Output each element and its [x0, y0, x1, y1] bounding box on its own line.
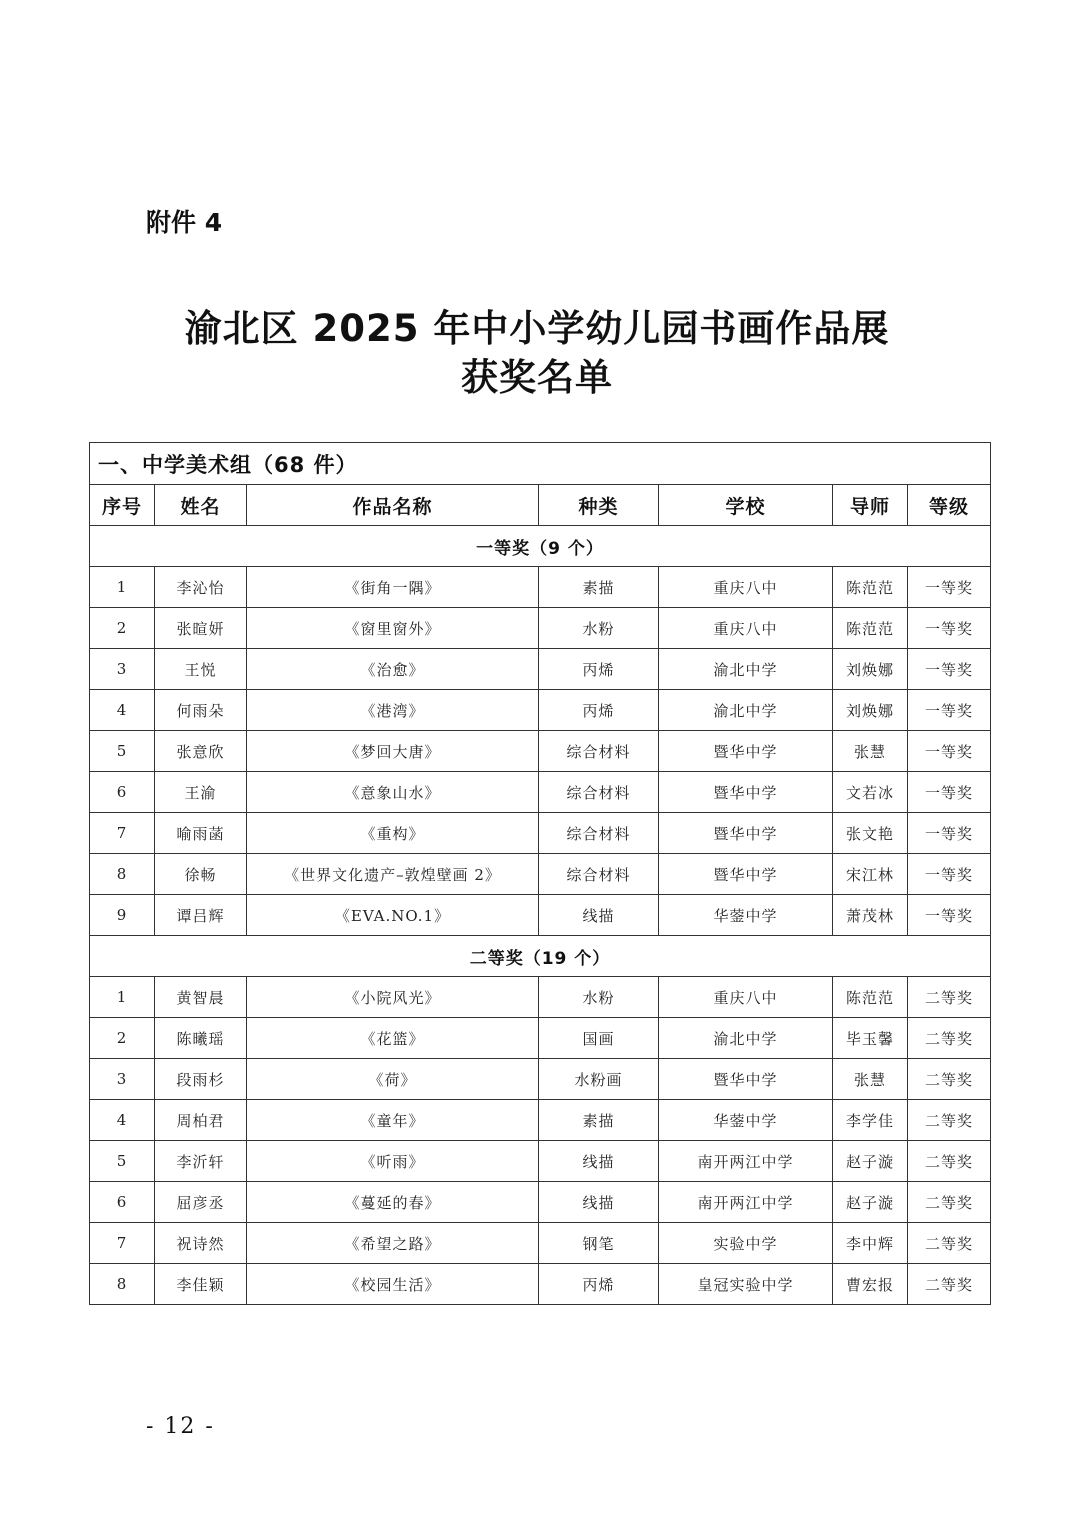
group-title-row	[90, 443, 991, 485]
header-category: 种类	[539, 485, 659, 526]
cell-work-title: 《重构》	[247, 813, 539, 854]
cell-tutor: 李学佳	[833, 1100, 908, 1141]
cell-category: 线描	[539, 895, 659, 936]
cell-name: 何雨朵	[155, 690, 247, 731]
cell-category: 钢笔	[539, 1223, 659, 1264]
cell-category: 素描	[539, 567, 659, 608]
cell-index: 8	[90, 854, 155, 895]
cell-level: 二等奖	[908, 1141, 991, 1182]
cell-level: 二等奖	[908, 1059, 991, 1100]
section-title-row	[90, 936, 991, 977]
table-header-row	[90, 485, 991, 526]
cell-category: 线描	[539, 1141, 659, 1182]
cell-index: 7	[90, 813, 155, 854]
cell-tutor: 宋江林	[833, 854, 908, 895]
table-row	[90, 731, 991, 772]
table-row	[90, 895, 991, 936]
cell-work-title: 《校园生活》	[247, 1264, 539, 1305]
cell-name: 李沁怡	[155, 567, 247, 608]
header-level: 等级	[908, 485, 991, 526]
cell-category: 丙烯	[539, 1264, 659, 1305]
cell-tutor: 萧茂林	[833, 895, 908, 936]
cell-school: 渝北中学	[659, 1018, 833, 1059]
cell-name: 李沂轩	[155, 1141, 247, 1182]
cell-level: 一等奖	[908, 813, 991, 854]
cell-tutor: 毕玉馨	[833, 1018, 908, 1059]
cell-category: 水粉画	[539, 1059, 659, 1100]
table-row	[90, 854, 991, 895]
table-row	[90, 608, 991, 649]
cell-level: 一等奖	[908, 854, 991, 895]
header-name: 姓名	[155, 485, 247, 526]
cell-level: 一等奖	[908, 772, 991, 813]
cell-school: 渝北中学	[659, 690, 833, 731]
cell-index: 7	[90, 1223, 155, 1264]
cell-level: 二等奖	[908, 1223, 991, 1264]
cell-school: 暨华中学	[659, 772, 833, 813]
cell-level: 一等奖	[908, 895, 991, 936]
cell-work-title: 《童年》	[247, 1100, 539, 1141]
attachment-label: 附件 4	[146, 208, 223, 237]
section-title: 二等奖（19 个）	[90, 936, 991, 977]
header-index: 序号	[90, 485, 155, 526]
cell-level: 二等奖	[908, 1182, 991, 1223]
cell-tutor: 张文艳	[833, 813, 908, 854]
cell-level: 二等奖	[908, 1264, 991, 1305]
cell-name: 王悦	[155, 649, 247, 690]
cell-name: 黄智晨	[155, 977, 247, 1018]
table-row	[90, 1018, 991, 1059]
cell-work-title: 《治愈》	[247, 649, 539, 690]
cell-category: 丙烯	[539, 690, 659, 731]
cell-work-title: 《荷》	[247, 1059, 539, 1100]
section-title-row	[90, 526, 991, 567]
page-number: - 12 -	[146, 1414, 215, 1439]
cell-name: 周柏君	[155, 1100, 247, 1141]
cell-school: 重庆八中	[659, 608, 833, 649]
cell-level: 二等奖	[908, 1100, 991, 1141]
header-work-title: 作品名称	[247, 485, 539, 526]
cell-name: 段雨杉	[155, 1059, 247, 1100]
cell-level: 二等奖	[908, 977, 991, 1018]
cell-level: 一等奖	[908, 690, 991, 731]
cell-work-title: 《街角一隅》	[247, 567, 539, 608]
cell-name: 李佳颖	[155, 1264, 247, 1305]
cell-level: 二等奖	[908, 1018, 991, 1059]
cell-school: 暨华中学	[659, 1059, 833, 1100]
cell-category: 综合材料	[539, 813, 659, 854]
cell-index: 3	[90, 649, 155, 690]
cell-work-title: 《花篮》	[247, 1018, 539, 1059]
cell-name: 谭吕辉	[155, 895, 247, 936]
cell-level: 一等奖	[908, 567, 991, 608]
cell-tutor: 陈范范	[833, 977, 908, 1018]
cell-tutor: 陈范范	[833, 567, 908, 608]
cell-name: 陈曦瑶	[155, 1018, 247, 1059]
table-row	[90, 1059, 991, 1100]
cell-tutor: 李中辉	[833, 1223, 908, 1264]
cell-work-title: 《港湾》	[247, 690, 539, 731]
cell-index: 2	[90, 1018, 155, 1059]
table-row	[90, 1100, 991, 1141]
table-row	[90, 649, 991, 690]
header-tutor: 导师	[833, 485, 908, 526]
table-row	[90, 1141, 991, 1182]
cell-index: 3	[90, 1059, 155, 1100]
table-row	[90, 1223, 991, 1264]
cell-index: 1	[90, 977, 155, 1018]
cell-school: 暨华中学	[659, 813, 833, 854]
cell-category: 丙烯	[539, 649, 659, 690]
cell-school: 暨华中学	[659, 854, 833, 895]
cell-work-title: 《希望之路》	[247, 1223, 539, 1264]
cell-name: 王渝	[155, 772, 247, 813]
cell-school: 重庆八中	[659, 977, 833, 1018]
cell-tutor: 赵子漩	[833, 1182, 908, 1223]
cell-level: 一等奖	[908, 649, 991, 690]
cell-work-title: 《小院风光》	[247, 977, 539, 1018]
cell-school: 暨华中学	[659, 731, 833, 772]
cell-school: 南开两江中学	[659, 1141, 833, 1182]
cell-name: 喻雨菡	[155, 813, 247, 854]
cell-school: 南开两江中学	[659, 1182, 833, 1223]
header-school: 学校	[659, 485, 833, 526]
cell-category: 素描	[539, 1100, 659, 1141]
cell-level: 一等奖	[908, 731, 991, 772]
cell-level: 一等奖	[908, 608, 991, 649]
cell-school: 华蓥中学	[659, 1100, 833, 1141]
cell-index: 6	[90, 772, 155, 813]
group-title: 一、中学美术组（68 件）	[90, 443, 991, 485]
cell-name: 徐畅	[155, 854, 247, 895]
cell-work-title: 《蔓延的春》	[247, 1182, 539, 1223]
cell-school: 实验中学	[659, 1223, 833, 1264]
table-row	[90, 1264, 991, 1305]
cell-index: 2	[90, 608, 155, 649]
awards-table	[89, 442, 991, 1305]
cell-tutor: 张慧	[833, 731, 908, 772]
cell-index: 9	[90, 895, 155, 936]
cell-tutor: 赵子漩	[833, 1141, 908, 1182]
cell-tutor: 刘焕娜	[833, 649, 908, 690]
table-row	[90, 690, 991, 731]
cell-index: 4	[90, 1100, 155, 1141]
cell-category: 线描	[539, 1182, 659, 1223]
cell-school: 华蓥中学	[659, 895, 833, 936]
cell-category: 水粉	[539, 977, 659, 1018]
table-row	[90, 813, 991, 854]
cell-index: 8	[90, 1264, 155, 1305]
table-row	[90, 1182, 991, 1223]
cell-work-title: 《听雨》	[247, 1141, 539, 1182]
cell-index: 1	[90, 567, 155, 608]
table-row	[90, 567, 991, 608]
cell-index: 5	[90, 1141, 155, 1182]
cell-name: 祝诗然	[155, 1223, 247, 1264]
table-row	[90, 772, 991, 813]
cell-category: 综合材料	[539, 731, 659, 772]
cell-name: 张暄妍	[155, 608, 247, 649]
cell-school: 皇冠实验中学	[659, 1264, 833, 1305]
cell-category: 综合材料	[539, 854, 659, 895]
cell-work-title: 《意象山水》	[247, 772, 539, 813]
cell-school: 渝北中学	[659, 649, 833, 690]
cell-index: 6	[90, 1182, 155, 1223]
cell-tutor: 张慧	[833, 1059, 908, 1100]
cell-tutor: 曹宏报	[833, 1264, 908, 1305]
cell-index: 5	[90, 731, 155, 772]
cell-name: 屈彦丞	[155, 1182, 247, 1223]
document-subtitle: 获奖名单	[461, 356, 613, 399]
document-title: 渝北区 2025 年中小学幼儿园书画作品展	[184, 307, 890, 350]
cell-tutor: 刘焕娜	[833, 690, 908, 731]
cell-work-title: 《世界文化遗产–敦煌壁画 2》	[247, 854, 539, 895]
cell-work-title: 《梦回大唐》	[247, 731, 539, 772]
cell-category: 综合材料	[539, 772, 659, 813]
table-row	[90, 977, 991, 1018]
cell-category: 水粉	[539, 608, 659, 649]
section-title: 一等奖（9 个）	[90, 526, 991, 567]
cell-name: 张意欣	[155, 731, 247, 772]
cell-tutor: 文若冰	[833, 772, 908, 813]
cell-work-title: 《EVA.NO.1》	[247, 895, 539, 936]
cell-school: 重庆八中	[659, 567, 833, 608]
cell-tutor: 陈范范	[833, 608, 908, 649]
cell-work-title: 《窗里窗外》	[247, 608, 539, 649]
cell-category: 国画	[539, 1018, 659, 1059]
cell-index: 4	[90, 690, 155, 731]
